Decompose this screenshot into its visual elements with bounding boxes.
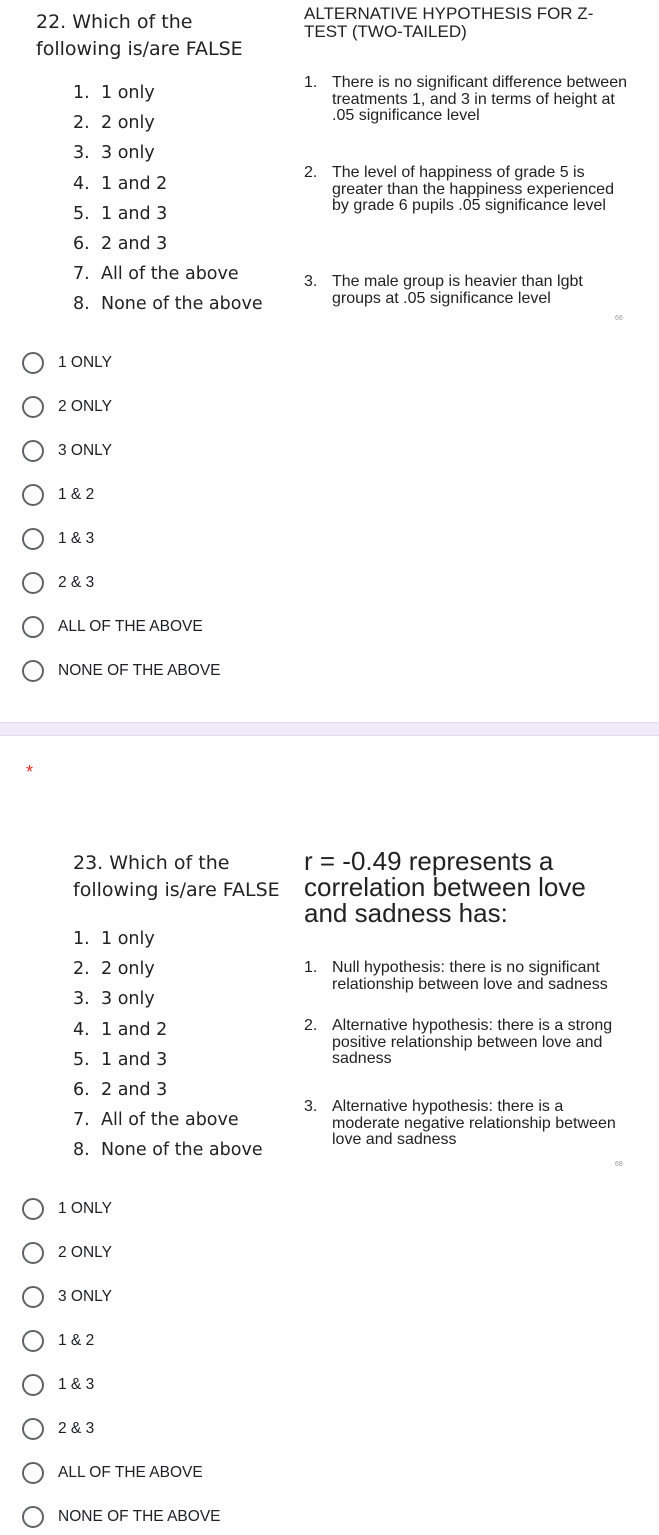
- q23-title: 23. Which of the following is/are FALSE: [73, 852, 280, 901]
- q22-statement-heading: ALTERNATIVE HYPOTHESIS FOR Z- TEST (TWO-TAILED): [304, 4, 594, 41]
- q22-option-2-and-3[interactable]: 2 & 3: [22, 571, 94, 595]
- list-item: 3. 3 only: [73, 989, 155, 1010]
- list-item: 7. All of the above: [73, 1110, 239, 1131]
- card-divider: [0, 722, 659, 736]
- list-item: 5. 1 and 3: [73, 1049, 168, 1070]
- q22-statement-3: 3. The male group is heavier than lgbt groups at .05 significance level: [304, 273, 583, 307]
- radio-unchecked-icon[interactable]: [22, 1330, 44, 1352]
- q23-option-2-only[interactable]: 2 ONLY: [22, 1241, 112, 1265]
- list-item: 1. 1 only: [73, 929, 155, 949]
- list-item: 6. 2 and 3: [73, 1079, 168, 1100]
- q23-option-1-and-2[interactable]: 1 & 2: [22, 1329, 94, 1353]
- q23-choice-list: [73, 924, 263, 1166]
- q22-statement-2: 2. The level of happiness of grade 5 is greater than the happiness experienced by grade 6 pupils .05 significance level: [304, 164, 614, 214]
- radio-unchecked-icon[interactable]: [22, 572, 44, 594]
- q22-option-1-only[interactable]: 1 ONLY: [22, 351, 112, 375]
- q22-option-1-and-2[interactable]: 1 & 2: [22, 483, 94, 507]
- q23-page-number: 68: [615, 1161, 623, 1168]
- radio-unchecked-icon[interactable]: [22, 1374, 44, 1396]
- q22-option-none[interactable]: NONE OF THE ABOVE: [22, 659, 221, 683]
- radio-unchecked-icon[interactable]: [22, 440, 44, 462]
- list-item: 4. 1 and 2: [73, 173, 168, 194]
- radio-unchecked-icon[interactable]: [22, 1462, 44, 1484]
- radio-unchecked-icon[interactable]: [22, 1418, 44, 1440]
- q23-option-all[interactable]: ALL OF THE ABOVE: [22, 1461, 203, 1485]
- radio-unchecked-icon[interactable]: [22, 1242, 44, 1264]
- q22-title: 22. Which of the following is/are FALSE: [36, 11, 243, 60]
- radio-unchecked-icon[interactable]: [22, 616, 44, 638]
- q23-option-3-only[interactable]: 3 ONLY: [22, 1285, 112, 1309]
- q22-statement-1: 1. There is no significant difference between treatments 1, and 3 in terms of height at .05 significance level: [304, 74, 627, 124]
- list-item: 3. 3 only: [73, 143, 155, 164]
- q23-option-none[interactable]: NONE OF THE ABOVE: [22, 1505, 221, 1529]
- radio-unchecked-icon[interactable]: [22, 1286, 44, 1308]
- radio-unchecked-icon[interactable]: [22, 1198, 44, 1220]
- q23-option-2-and-3[interactable]: 2 & 3: [22, 1417, 94, 1441]
- radio-unchecked-icon[interactable]: [22, 484, 44, 506]
- q23-statement-1: 1. Null hypothesis: there is no significant relationship between love and sadness: [304, 959, 608, 993]
- list-item: 4. 1 and 2: [73, 1019, 168, 1040]
- list-item: 6. 2 and 3: [73, 233, 168, 254]
- radio-unchecked-icon[interactable]: [22, 1506, 44, 1528]
- q23-statement-3: 3. Alternative hypothesis: there is a moderate negative relationship between love and sadness: [304, 1098, 616, 1148]
- list-item: 2. 2 only: [73, 113, 155, 134]
- q22-choice-list: [73, 78, 263, 320]
- q22-page-number: 66: [615, 315, 623, 322]
- list-item: 8. None of the above: [73, 1140, 263, 1161]
- q23-statement-heading: r = -0.49 represents a correlation between love and sadness has:: [304, 846, 586, 928]
- list-item: 2. 2 only: [73, 959, 155, 980]
- list-item: 5. 1 and 3: [73, 203, 168, 224]
- q23-statement-2: 2. Alternative hypothesis: there is a strong positive relationship between love and sadness: [304, 1017, 613, 1067]
- radio-unchecked-icon[interactable]: [22, 528, 44, 550]
- radio-unchecked-icon[interactable]: [22, 660, 44, 682]
- q23-option-1-only[interactable]: 1 ONLY: [22, 1197, 112, 1221]
- q22-option-2-only[interactable]: 2 ONLY: [22, 395, 112, 419]
- required-asterisk: *: [26, 762, 34, 782]
- q22-option-1-and-3[interactable]: 1 & 3: [22, 527, 94, 551]
- q23-option-1-and-3[interactable]: 1 & 3: [22, 1373, 94, 1397]
- list-item: 7. All of the above: [73, 264, 239, 285]
- list-item: 8. None of the above: [73, 294, 263, 315]
- q22-option-3-only[interactable]: 3 ONLY: [22, 439, 112, 463]
- list-item: 1. 1 only: [73, 83, 155, 103]
- q22-option-all[interactable]: ALL OF THE ABOVE: [22, 615, 203, 639]
- radio-unchecked-icon[interactable]: [22, 396, 44, 418]
- radio-unchecked-icon[interactable]: [22, 352, 44, 374]
